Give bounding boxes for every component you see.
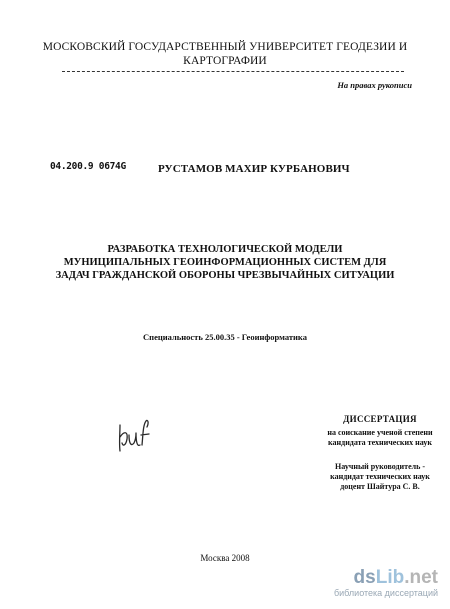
rights-note: На правах рукописи	[337, 80, 412, 90]
dissertation-degree-line1: на соискание ученой степени	[327, 428, 433, 437]
watermark-logo	[334, 568, 438, 588]
handwritten-signature	[114, 415, 152, 457]
dissertation-degree-line2: кандидата технических наук	[328, 438, 432, 447]
advisor-line2: кандидат технических наук	[330, 472, 430, 481]
watermark[interactable]	[334, 568, 438, 599]
advisor-line3: доцент Шайтура С. В.	[340, 482, 420, 491]
library-stamp-number: 04.200.9 0674G	[50, 161, 126, 172]
university-name-line2: КАРТОГРАФИИ	[183, 55, 267, 67]
thesis-title-line1: РАЗРАБОТКА ТЕХНОЛОГИЧЕСКОЙ МОДЕЛИ	[107, 244, 343, 255]
city-year: Москва 2008	[200, 553, 250, 563]
watermark-logo-net: .net	[404, 567, 438, 588]
watermark-logo-ds: ds	[353, 567, 376, 588]
university-name-line1: МОСКОВСКИЙ ГОСУДАРСТВЕННЫЙ УНИВЕРСИТЕТ ГЕОДЕЗИИ И	[42, 41, 408, 53]
scientific-advisor	[310, 462, 450, 492]
watermark-subtitle: библиотека диссертаций	[333, 588, 438, 598]
thesis-title-line3: ЗАДАЧ ГРАЖДАНСКОЙ ОБОРОНЫ ЧРЕЗВЫЧАЙНЫХ СИТУАЦИИ	[55, 270, 395, 281]
university-name	[0, 40, 450, 68]
thesis-title-line2: МУНИЦИПАЛЬНЫХ ГЕОИНФОРМАЦИОННЫХ СИСТЕМ ДЛЯ	[63, 257, 387, 268]
author-name: РУСТАМОВ МАХИР КУРБАНОВИЧ	[158, 163, 350, 175]
specialty: Специальность 25.00.35 - Геоинформатика	[143, 332, 307, 342]
dissertation-degree	[310, 428, 450, 448]
dashed-divider	[62, 71, 404, 72]
watermark-logo-lib: Lib	[375, 567, 405, 588]
advisor-line1: Научный руководитель -	[335, 462, 425, 471]
dissertation-heading: ДИССЕРТАЦИЯ	[343, 414, 417, 424]
thesis-title	[0, 243, 450, 282]
